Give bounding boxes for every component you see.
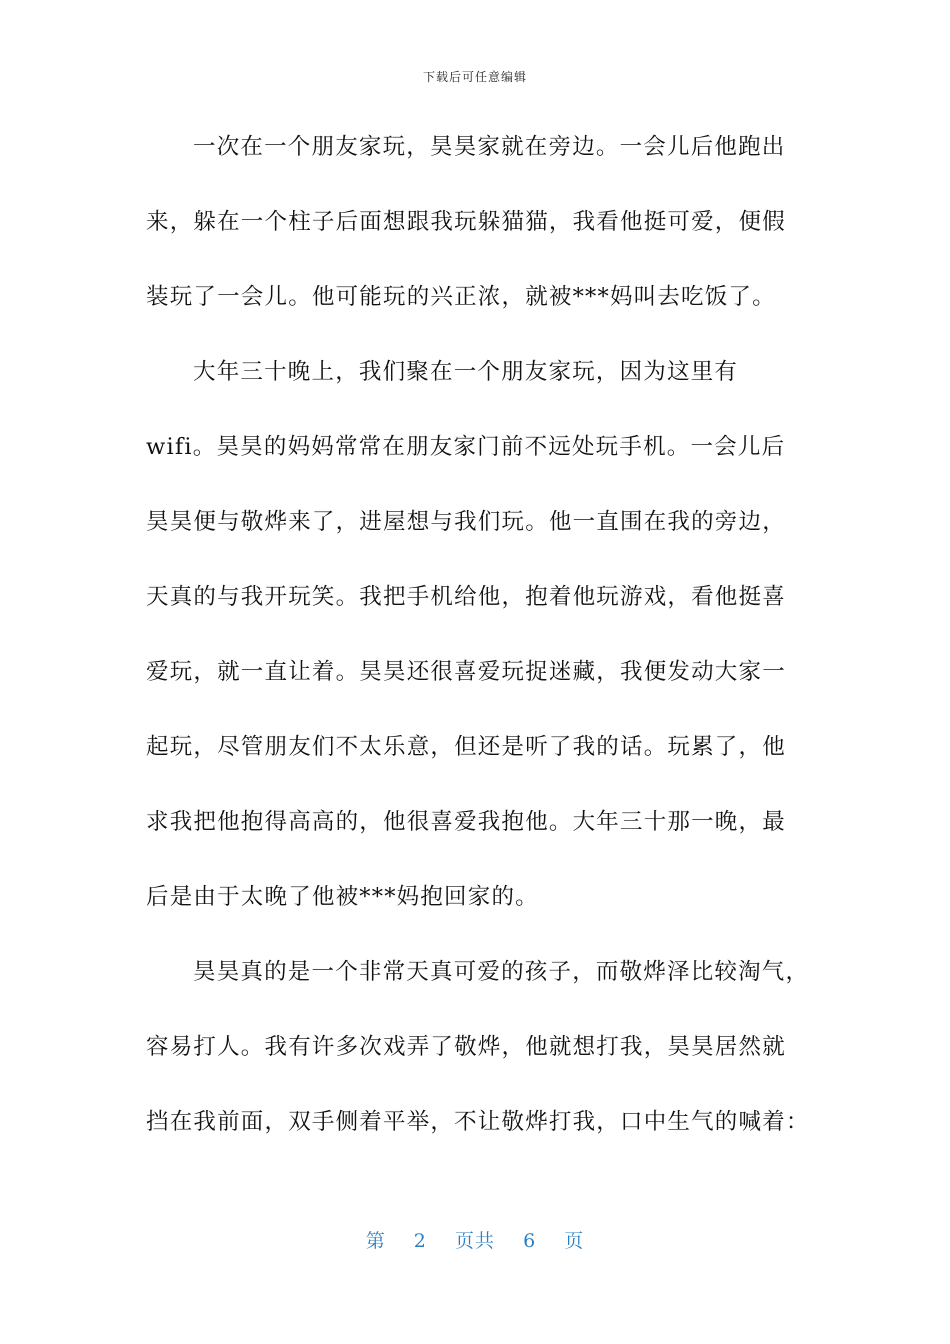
- paragraph-2-line-3: 昊昊便与敬烨来了，进屋想与我们玩。他一直围在我的旁边，: [146, 509, 786, 535]
- page-footer: [0, 1226, 950, 1253]
- paragraph-2-line-1: 大年三十晚上，我们聚在一个朋友家玩，因为这里有: [193, 359, 739, 385]
- paragraph-2-line-2: wifi。昊昊的妈妈常常在朋友家门前不远处玩手机。一会儿后: [146, 434, 786, 460]
- footer-prefix: 第: [365, 1230, 386, 1252]
- document-body: [146, 128, 810, 1178]
- paragraph-2-line-8: 后是由于太晚了他被***妈抱回家的。: [146, 884, 539, 910]
- paragraph-3-line-3: 挡在我前面，双手侧着平举，不让敬烨打我，口中生气的喊着：: [146, 1109, 810, 1135]
- page-header: 下载后可任意编辑: [422, 70, 527, 84]
- footer-suffix: 页: [564, 1230, 585, 1252]
- paragraph-2-line-4: 天真的与我开玩笑。我把手机给他，抱着他玩游戏，看他挺喜: [146, 584, 786, 610]
- footer-total-pages: 6: [523, 1230, 537, 1252]
- paragraph-2-line-6: 起玩，尽管朋友们不太乐意，但还是听了我的话。玩累了，他: [146, 734, 786, 760]
- footer-page-number: 2: [413, 1230, 427, 1252]
- paragraph-3-line-2: 容易打人。我有许多次戏弄了敬烨，他就想打我，昊昊居然就: [146, 1034, 786, 1060]
- paragraph-1-line-3: 装玩了一会儿。他可能玩的兴正浓，就被***妈叫去吃饭了。: [146, 284, 776, 310]
- paragraph-3-line-1: 昊昊真的是一个非常天真可爱的孩子，而敬烨泽比较淘气，: [193, 959, 810, 985]
- paragraph-1-line-2: 来，躲在一个柱子后面想跟我玩躲猫猫，我看他挺可爱，便假: [146, 209, 786, 235]
- paragraph-2-line-7: 求我把他抱得高高的，他很喜爱我抱他。大年三十那一晚，最: [146, 809, 786, 835]
- footer-middle: 页共: [454, 1230, 495, 1252]
- paragraph-1-line-1: 一次在一个朋友家玩，昊昊家就在旁边。一会儿后他跑出: [193, 134, 786, 160]
- paragraph-2-line-5: 爱玩，就一直让着。昊昊还很喜爱玩捉迷藏，我便发动大家一: [146, 659, 786, 685]
